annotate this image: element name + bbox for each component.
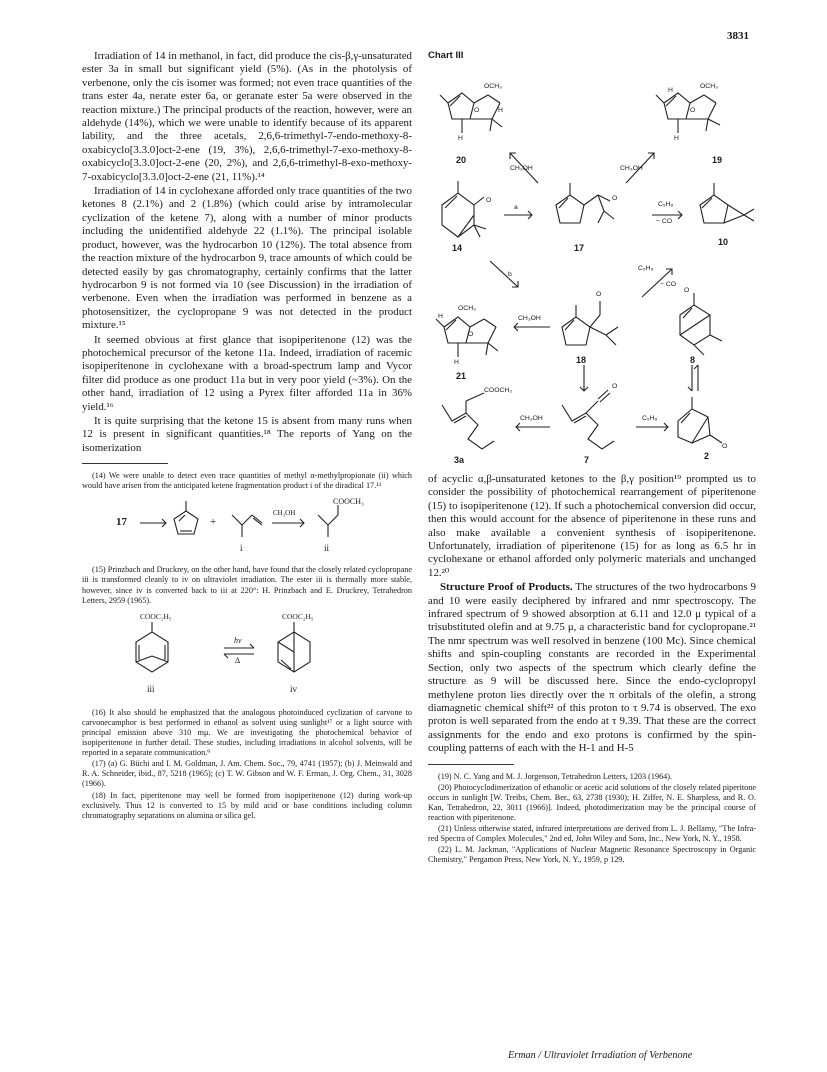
atom-o-17: O <box>612 195 618 202</box>
paragraph: It seemed obvious at first glance that isopiperitenone (12) was the photochemical precursor of the ketone 11a. Indeed, irradiation of racemic isopiperitenone in cyclohexane with a broad-spectrum lamp and Vycor filter did produce as one product 11a but in very poor yield (~3%). On the other hand, irradiation of 12 using a Pyrex filter afforded 11a in 36% yield.¹⁶ <box>82 333 412 413</box>
section-text: The structures of the two hydrocarbons 9 and 10 were easily deciphered by infrared and nmr spectroscopy. The infrared spectrum of 9 showed absorption at 6.11 and 12.0 μ typical of a trisubstituted olefin and at 9.75 μ, a characteristic band for cyclopropane.²¹ The nmr spectrum was well resolved in benzene (100 Mc). Since chemical shifts and spin-coupling constants are recorded in the Experimental Section, only two aspects of the spectrum which clearly define the structure as 9 will be discussed here. Since the endo-cyclopropyl methylene proton lies directly over the π orbitals of the olefin, a strong diamagnetic chemical shift²² of this proton to τ 9.74 is observed. The exo proton is well separated from the endo at τ 9.39. That these are the correct assignments for the endo and exo protons is confirmed by the spin-coupling patterns of each with the H-1 and H-5 <box>428 581 756 755</box>
ester-label: COOCH₃ <box>333 497 364 507</box>
paragraph: Irradiation of 14 in cyclohexane afforded only trace quantities of the two ketones 8 (2.1%) and 2 (1.8%) (which could arise by intramolecular cyclization of the ketene 7), along with a number of minor products including the unidentified aldehyde 22 (1.1%). The principal isolable product, however, was the hydrocarbon 10 (12%). The total absence from the reaction mixture of the hydrocarbon 9, trace amounts of which could be detected easily by gas chromatography, certainly confirms that the latter hydrocarbon 9 is not formed via 10 (see Discussion) in the irradiation of verbenone. Even when the irradiation was performed in benzene as a photosensitizer, the cyclopropane 9 was not detected in the product mixture.¹⁵ <box>82 185 412 332</box>
scheme-cyclopropane-iii-iv <box>82 612 412 702</box>
atom-o-8: O <box>684 287 690 294</box>
plus-sign: + <box>210 516 217 529</box>
footnote-rule <box>82 463 168 464</box>
reagent-label: CH₃OH <box>273 509 296 518</box>
paragraph: It is quite surprising that the ketone 15 is absent from many runs when 12 is present in significant quantities.¹⁸ The reports of Yang on the isomerization <box>82 414 412 454</box>
reagent-meoh-21: CH₃OH <box>518 315 541 322</box>
right-column <box>428 50 756 866</box>
atom-o-20: O <box>474 107 480 114</box>
left-body-text <box>82 50 412 455</box>
compound-19-label: 19 <box>712 155 723 165</box>
compound-2-label: 2 <box>704 451 710 461</box>
compound-20-label: 20 <box>456 155 467 165</box>
atom-cooch3-3a: COOCH₃ <box>484 387 513 394</box>
section-heading: Structure Proof of Products. <box>440 581 573 594</box>
compound-i-label: i <box>240 543 243 554</box>
compound-3a-label: 3a <box>454 455 465 465</box>
footnote: (16) It also should be emphasized that the analogous photoinduced cyclization of carvone to carvonecamphor is best performed in ethanol as solvent using sunlight¹⁷ or a light source with principal emission above 310 mμ. We are investigating the photochemical behavior of isopiperitenone in further detail. These studies, including irradiations in alcohol solvents, will be reported in a separate communication.⁹ <box>82 707 412 758</box>
reagent-a: a <box>514 204 518 211</box>
compound-iv-label: iv <box>290 683 298 694</box>
paragraph-structure-proof <box>428 581 756 755</box>
reagent-b: b <box>508 271 512 278</box>
reagent-c5h8-a: C₅H₈ <box>658 201 674 208</box>
footer-title: Ultraviolet Irradiation of Verbenone <box>543 1050 693 1061</box>
atom-o-7: O <box>612 383 618 390</box>
atom-h-19: H <box>674 135 679 142</box>
footnote: (14) We were unable to detect even trace quantities of methyl α-methylpropionate (ii) which would have arisen from the anticipated ketene fragmentation product i of the diradical 17.¹³ <box>82 471 412 491</box>
footnotes-block-a <box>82 471 412 491</box>
atom-o-19: O <box>690 107 696 114</box>
atom-o-21: O <box>468 331 474 338</box>
footnote: (22) L. M. Jackman, "Applications of Nuclear Magnetic Resonance Spectroscopy in Organic Chemistry," Pergamon Press, New York, N. Y., 1959, p 129. <box>428 845 756 865</box>
compound-ii-label: ii <box>324 543 330 554</box>
footnotes-block-c <box>82 708 412 821</box>
page-number: 3831 <box>727 30 749 42</box>
reagent-meoh-19: CH₃OH <box>620 165 643 172</box>
footnote-rule <box>428 764 514 765</box>
compound-17-label: 17 <box>574 243 585 253</box>
compound-iii-label: iii <box>147 683 155 694</box>
reagent-c5h8-c: C₅H₈ <box>642 415 658 422</box>
atom-h-20b: H <box>498 107 503 114</box>
atom-h-19b: H <box>668 87 673 94</box>
chart-iii-scheme <box>428 65 756 467</box>
compound-17-label: 17 <box>116 516 127 529</box>
footnote: (15) Prinzbach and Druckrey, on the other hand, have found that the closely related cyclopropane iii is transformed cleanly to iv on ultraviolet irradiation. The ester iii is thermally more stable, however, since iv is converted back to iii at 220°: H. Prinzbach and E. Druckrey, Tetrahedron Letters, 2959 (1965). <box>82 565 412 605</box>
hv-label: hν <box>234 635 242 645</box>
ester-iii-label: COOC₂H₅ <box>140 611 172 621</box>
compound-8-label: 8 <box>690 355 696 365</box>
atom-och3-21: OCH₃ <box>458 305 476 312</box>
reagent-minus-co-a: − CO <box>656 218 673 225</box>
compound-18-label: 18 <box>576 355 587 365</box>
footer-separator: / <box>538 1050 542 1061</box>
atom-och3-19: OCH₃ <box>700 83 718 90</box>
footnote: (19) N. C. Yang and M. J. Jorgenson, Tetrahedron Letters, 1203 (1964). <box>438 771 673 781</box>
footnote: (17) (a) G. Büchi and I. M. Goldman, J. Am. Chem. Soc., 79, 4741 (1957); (b) J. Meinwald and R. A. Schneider, ibid., 87, 5218 (1965); (c) T. W. Gibson and W. F. Erman, J. Org. Chem., 31, 3028 (1966). <box>82 759 412 789</box>
compound-10-label: 10 <box>718 237 729 247</box>
right-footnotes <box>428 772 756 866</box>
reagent-minus-co-b: − CO <box>660 281 677 288</box>
footer-author: Erman <box>508 1050 536 1061</box>
delta-label: Δ <box>235 655 241 665</box>
chart-iii-drawing <box>428 65 756 467</box>
reagent-c5h8-b: C₅H₈ <box>638 265 654 272</box>
footnote: (18) In fact, piperitenone may well be formed from isopiperitenone (12) during work-up exclusively. Thus 12 is converted to 15 by mild acid or base conditions including column chromatography separations on alumina or silica gel. <box>82 790 412 820</box>
paragraph: of acyclic α,β-unsaturated ketones to the β,γ position¹⁹ prompted us to consider the possibility of photochemical rearrangement of piperitenone (15) to isopiperitenone (12). If such a photochemical conversion did occur, then this would account for the absence of piperitenone in these runs and also make available a convenient synthesis of isopiperitenone. Unfortunately, irradiation of piperitenone (15) for as long as 6.5 hr in cyclohexane or ethanol afforded only polymeric materials and unchanged 12.²⁰ <box>428 473 756 579</box>
reagent-meoh-20: CH₃OH <box>510 165 533 172</box>
scheme-2-drawing <box>82 612 412 702</box>
paragraph: Irradiation of 14 in methanol, in fact, did produce the cis-β,γ-unsaturated ester 3a in small but significant yield (5%). (As in the photolysis of verbenone, only the cis isomer was formed; not even trace quantities of the trans ester 4a, nerate ester 6a, or geranate ester 5a were observed in the reaction mixture.) The principal products of the reaction, however, were an aldehyde (14%), which we were unable to identify because of its apparent lability, and the three acetals, 2,6,6-trimethyl-7-endo-methoxy-8-oxabicyclo[3.3.0]oct-2-ene (19, 3%), 2,6,6-trimethyl-7-exo-methoxy-8-oxabicyclo[3.3.0]oct-2-ene (20, 2%), and 2,6,6-trimethyl-8-exo-methoxy-7-oxabicyclo[3.3.0]oct-2-ene (21, 11%).¹⁴ <box>82 50 412 183</box>
footnotes-block-b <box>82 565 412 605</box>
footnote: (20) Photocyclodimerization of ethanolic or acetic acid solutions of the closely related piperitone occurs in sunlight [W. Treibs, Chem. Ber., 63, 2738 (1930); H. Ziffer, N. E. Sharpless, and R. O. Kan, Tetrahedron, 22, 3011 (1966)]. Indeed, photodimerization may be the principal course of reaction with piperitenone. <box>428 782 756 822</box>
right-body-text <box>428 473 756 756</box>
running-footer <box>508 1050 692 1061</box>
left-column <box>82 50 412 822</box>
compound-14-label: 14 <box>452 243 463 253</box>
compound-7-label: 7 <box>584 455 590 465</box>
atom-o-18: O <box>596 291 602 298</box>
atom-h-21b: H <box>438 313 443 320</box>
footnote: (21) Unless otherwise stated, infrared interpretations are derived from L. J. Bellamy, "The Infra-red Spectra of Complex Molecules," 2nd ed, John Wiley and Sons, Inc., New York, N. Y., 1958. <box>428 824 756 844</box>
atom-o-2: O <box>722 443 728 450</box>
atom-o-14: O <box>486 197 492 204</box>
atom-och3-20: OCH₃ <box>484 83 502 90</box>
chart-title: Chart III <box>428 50 464 61</box>
compound-21-label: 21 <box>456 371 467 381</box>
ester-iv-label: COOC₂H₅ <box>282 611 314 621</box>
atom-h-20: H <box>458 135 463 142</box>
atom-h-21: H <box>454 359 459 366</box>
reagent-meoh-3a: CH₃OH <box>520 415 543 422</box>
scheme-1-drawing <box>82 497 412 559</box>
scheme-ketene-fragmentation <box>82 497 412 559</box>
